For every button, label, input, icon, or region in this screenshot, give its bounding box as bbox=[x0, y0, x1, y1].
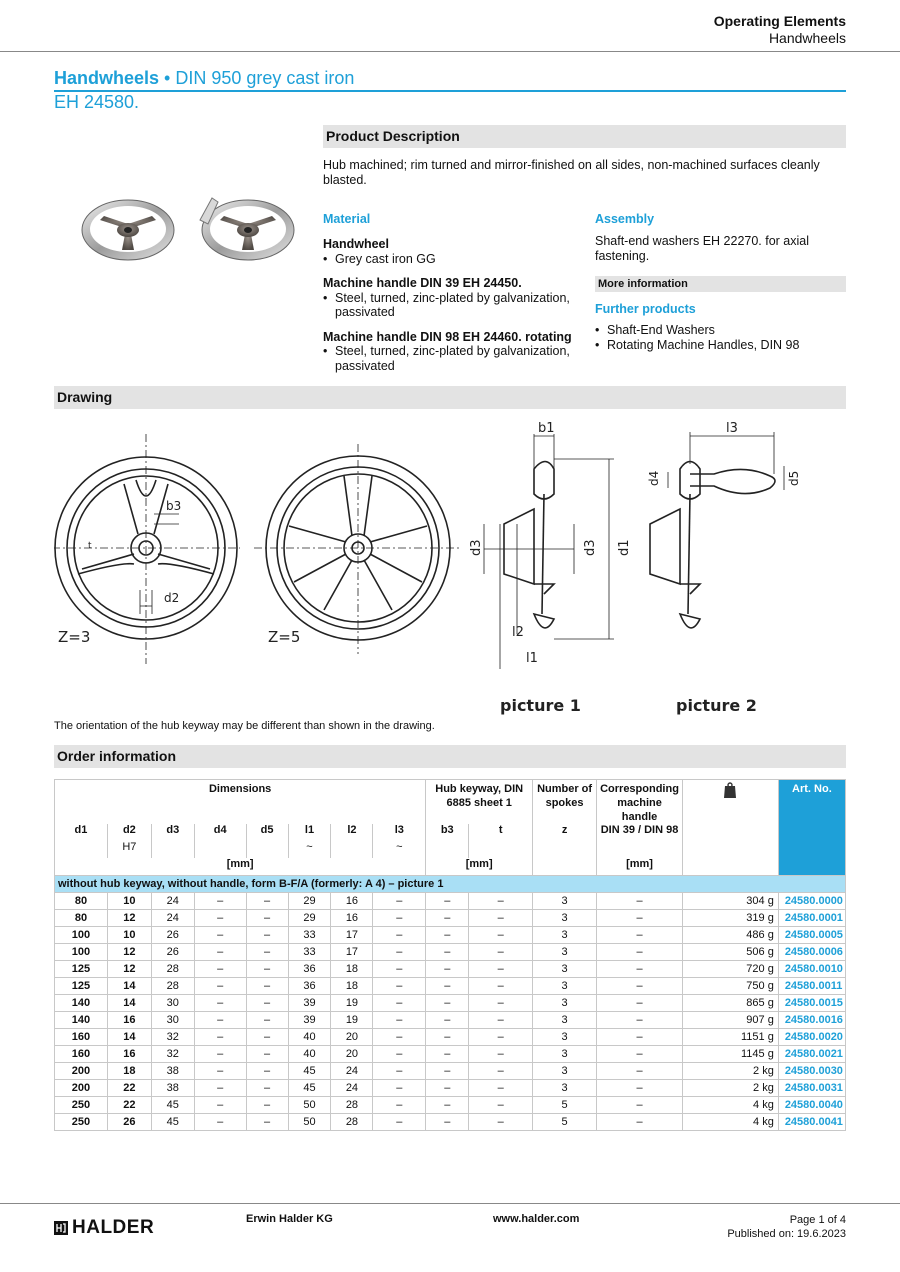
table-cell: – bbox=[194, 960, 246, 977]
art-no-link[interactable]: 24580.0015 bbox=[778, 994, 845, 1011]
table-cell: 38 bbox=[151, 1079, 194, 1096]
table-cell: 486 g bbox=[683, 926, 779, 943]
table-cell: – bbox=[597, 909, 683, 926]
table-cell: 29 bbox=[288, 909, 331, 926]
table-cell: 40 bbox=[288, 1045, 331, 1062]
label-t: t bbox=[88, 541, 92, 551]
label-picture1: picture 1 bbox=[500, 696, 581, 715]
col-l1: l1 bbox=[288, 824, 331, 841]
table-cell: 14 bbox=[107, 1028, 151, 1045]
table-cell: 26 bbox=[107, 1113, 151, 1130]
table-cell: – bbox=[373, 994, 426, 1011]
table-cell: 18 bbox=[331, 960, 373, 977]
col-l1-approx: ~ bbox=[288, 841, 331, 858]
table-cell: – bbox=[469, 909, 533, 926]
label-l2: l2 bbox=[512, 625, 524, 640]
title-separator: • bbox=[159, 68, 176, 88]
table-cell: 33 bbox=[288, 926, 331, 943]
art-no-link[interactable]: 24580.0005 bbox=[778, 926, 845, 943]
table-cell: – bbox=[469, 1096, 533, 1113]
table-cell: – bbox=[246, 909, 288, 926]
art-no-link[interactable]: 24580.0001 bbox=[778, 909, 845, 926]
table-cell: 45 bbox=[288, 1062, 331, 1079]
label-d3-right: d3 bbox=[583, 539, 598, 556]
table-cell: – bbox=[426, 892, 469, 909]
table-cell: – bbox=[194, 1062, 246, 1079]
table-cell: – bbox=[469, 977, 533, 994]
table-cell: 18 bbox=[331, 977, 373, 994]
col-d4: d4 bbox=[194, 824, 246, 841]
table-cell: 12 bbox=[107, 909, 151, 926]
art-no-link[interactable]: 24580.0020 bbox=[778, 1028, 845, 1045]
col-l3-approx: ~ bbox=[373, 841, 426, 858]
table-cell: – bbox=[194, 1079, 246, 1096]
group-row: without hub keyway, without handle, form B-F/A (formerly: A 4) – picture 1 bbox=[55, 875, 846, 892]
table-cell: – bbox=[597, 892, 683, 909]
table-cell: 1151 g bbox=[683, 1028, 779, 1045]
order-information-heading: Order information bbox=[54, 745, 846, 768]
table-row bbox=[55, 1096, 846, 1113]
table-cell: – bbox=[469, 1045, 533, 1062]
table-cell: 30 bbox=[151, 994, 194, 1011]
col-d5: d5 bbox=[246, 824, 288, 841]
table-cell: – bbox=[194, 909, 246, 926]
table-cell: 200 bbox=[55, 1062, 108, 1079]
table-cell: 3 bbox=[533, 1011, 597, 1028]
table-cell: – bbox=[426, 994, 469, 1011]
header-category: Operating Elements bbox=[713, 13, 846, 29]
material-group-title: Machine handle DIN 98 EH 24460. rotating bbox=[323, 329, 572, 344]
col-d2-tolerance: H7 bbox=[107, 841, 151, 858]
footer-divider bbox=[0, 1203, 900, 1204]
table-cell: – bbox=[469, 943, 533, 960]
table-cell: – bbox=[246, 1045, 288, 1062]
table-cell: – bbox=[246, 1113, 288, 1130]
table-cell: – bbox=[597, 1079, 683, 1096]
table-cell: – bbox=[373, 892, 426, 909]
col-weight bbox=[683, 780, 779, 876]
handwheel-photo-1 bbox=[82, 200, 174, 260]
col-machine-handle: Corresponding machine handle bbox=[597, 780, 683, 825]
table-cell: – bbox=[597, 1028, 683, 1045]
table-row bbox=[55, 994, 846, 1011]
table-cell: – bbox=[426, 977, 469, 994]
order-table bbox=[54, 779, 846, 1131]
table-cell: – bbox=[246, 994, 288, 1011]
product-description-text: Hub machined; rim turned and mirror-finished on all sides, non-machined surfaces cleanly blasted. bbox=[323, 158, 820, 187]
table-cell: – bbox=[426, 909, 469, 926]
table-cell: 32 bbox=[151, 1045, 194, 1062]
table-cell: 200 bbox=[55, 1079, 108, 1096]
label-l1: l1 bbox=[526, 651, 538, 666]
table-cell: 10 bbox=[107, 892, 151, 909]
table-cell: 160 bbox=[55, 1028, 108, 1045]
drawing-picture2-section bbox=[650, 432, 784, 628]
col-d1: d1 bbox=[55, 824, 108, 841]
table-cell: – bbox=[426, 1113, 469, 1130]
material-item: • Steel, turned, zinc-plated by galvanization, passivated bbox=[323, 344, 573, 373]
table-cell: 16 bbox=[107, 1045, 151, 1062]
table-cell: – bbox=[426, 1096, 469, 1113]
table-cell: 506 g bbox=[683, 943, 779, 960]
table-cell: 45 bbox=[288, 1079, 331, 1096]
table-row bbox=[55, 977, 846, 994]
table-cell: 24 bbox=[151, 892, 194, 909]
table-cell: – bbox=[194, 1045, 246, 1062]
table-cell: – bbox=[469, 926, 533, 943]
table-row bbox=[55, 1113, 846, 1130]
label-z5: Z=5 bbox=[268, 628, 301, 646]
table-cell: – bbox=[597, 1113, 683, 1130]
table-cell: 32 bbox=[151, 1028, 194, 1045]
table-cell: – bbox=[597, 977, 683, 994]
table-cell: – bbox=[373, 960, 426, 977]
table-cell: – bbox=[373, 943, 426, 960]
table-cell: 2 kg bbox=[683, 1079, 779, 1096]
table-cell: 39 bbox=[288, 994, 331, 1011]
col-group-dimensions: Dimensions bbox=[55, 780, 426, 825]
label-b3: b3 bbox=[166, 499, 182, 513]
table-cell: – bbox=[246, 1079, 288, 1096]
more-information-bar[interactable]: More information bbox=[595, 276, 846, 292]
table-cell: 16 bbox=[331, 892, 373, 909]
col-l2: l2 bbox=[331, 824, 373, 841]
table-cell: – bbox=[373, 1113, 426, 1130]
logo-text: HALDER bbox=[72, 1217, 155, 1238]
col-d3: d3 bbox=[151, 824, 194, 841]
table-cell: 720 g bbox=[683, 960, 779, 977]
table-row bbox=[55, 960, 846, 977]
table-cell: 12 bbox=[107, 960, 151, 977]
col-group-hub-keyway: Hub keyway, DIN 6885 sheet 1 bbox=[426, 780, 533, 825]
table-cell: – bbox=[373, 1045, 426, 1062]
table-cell: 12 bbox=[107, 943, 151, 960]
col-d2: d2 bbox=[107, 824, 151, 841]
table-cell: 80 bbox=[55, 892, 108, 909]
table-cell: 80 bbox=[55, 909, 108, 926]
drawing-heading: Drawing bbox=[54, 386, 846, 409]
table-cell: – bbox=[469, 1079, 533, 1096]
table-row bbox=[55, 926, 846, 943]
table-cell: – bbox=[597, 1096, 683, 1113]
table-row bbox=[55, 909, 846, 926]
art-no-link[interactable]: 24580.0011 bbox=[778, 977, 845, 994]
table-cell: 3 bbox=[533, 960, 597, 977]
table-cell: 304 g bbox=[683, 892, 779, 909]
table-cell: 30 bbox=[151, 1011, 194, 1028]
table-cell: – bbox=[194, 994, 246, 1011]
page-header bbox=[714, 13, 846, 47]
product-code: EH 24580. bbox=[54, 92, 140, 112]
art-no-link[interactable]: 24580.0030 bbox=[778, 1062, 845, 1079]
table-row bbox=[55, 892, 846, 909]
table-cell: 28 bbox=[331, 1113, 373, 1130]
table-cell: – bbox=[194, 926, 246, 943]
label-picture2: picture 2 bbox=[676, 696, 757, 715]
table-cell: 24 bbox=[151, 909, 194, 926]
table-cell: – bbox=[373, 1011, 426, 1028]
table-cell: 3 bbox=[533, 977, 597, 994]
label-d4: d4 bbox=[647, 470, 661, 486]
footer-published: Published on: 19.6.2023 bbox=[727, 1228, 846, 1240]
table-cell: – bbox=[426, 1079, 469, 1096]
art-no-link[interactable]: 24580.0016 bbox=[778, 1011, 845, 1028]
table-cell: 250 bbox=[55, 1096, 108, 1113]
header-subcategory: Handwheels bbox=[768, 30, 846, 46]
table-cell: – bbox=[426, 926, 469, 943]
table-row bbox=[55, 1045, 846, 1062]
table-cell: – bbox=[597, 1062, 683, 1079]
material-group-title: Handwheel bbox=[323, 237, 389, 251]
table-cell: – bbox=[597, 1011, 683, 1028]
table-cell: 4 kg bbox=[683, 1113, 779, 1130]
table-cell: – bbox=[426, 1045, 469, 1062]
art-no-link[interactable]: 24580.0006 bbox=[778, 943, 845, 960]
label-d5: d5 bbox=[787, 470, 801, 486]
table-cell: – bbox=[246, 1028, 288, 1045]
art-no-link[interactable]: 24580.0021 bbox=[778, 1045, 845, 1062]
footer-company: Erwin Halder KG bbox=[246, 1213, 333, 1225]
table-cell: 22 bbox=[107, 1079, 151, 1096]
table-cell: – bbox=[373, 977, 426, 994]
label-b1: b1 bbox=[538, 421, 555, 436]
table-cell: 20 bbox=[331, 1028, 373, 1045]
unit-keyway: [mm] bbox=[426, 858, 533, 875]
table-cell: 16 bbox=[107, 1011, 151, 1028]
further-product-link[interactable]: • Rotating Machine Handles, DIN 98 bbox=[595, 338, 845, 353]
table-cell: 18 bbox=[107, 1062, 151, 1079]
table-cell: 3 bbox=[533, 1045, 597, 1062]
table-cell: 24 bbox=[331, 1079, 373, 1096]
table-cell: – bbox=[469, 1113, 533, 1130]
handwheel-photo-2 bbox=[200, 198, 294, 260]
table-cell: – bbox=[246, 1062, 288, 1079]
product-description-heading: Product Description bbox=[323, 125, 846, 148]
table-cell: – bbox=[426, 960, 469, 977]
table-cell: – bbox=[469, 1028, 533, 1045]
table-cell: 3 bbox=[533, 943, 597, 960]
table-cell: – bbox=[246, 892, 288, 909]
table-cell: 3 bbox=[533, 1028, 597, 1045]
table-cell: 4 kg bbox=[683, 1096, 779, 1113]
header-divider bbox=[0, 51, 900, 52]
table-cell: 3 bbox=[533, 926, 597, 943]
further-product-link[interactable]: • Shaft-End Washers bbox=[595, 323, 845, 338]
table-cell: 45 bbox=[151, 1096, 194, 1113]
table-cell: – bbox=[426, 1011, 469, 1028]
table-cell: – bbox=[469, 960, 533, 977]
table-cell: 29 bbox=[288, 892, 331, 909]
material-heading: Material bbox=[323, 212, 371, 226]
table-cell: 140 bbox=[55, 1011, 108, 1028]
page-title bbox=[54, 67, 846, 92]
table-cell: 3 bbox=[533, 1062, 597, 1079]
table-row bbox=[55, 1028, 846, 1045]
table-cell: 50 bbox=[288, 1113, 331, 1130]
table-cell: 19 bbox=[331, 994, 373, 1011]
table-cell: – bbox=[597, 960, 683, 977]
table-cell: – bbox=[469, 892, 533, 909]
table-cell: 40 bbox=[288, 1028, 331, 1045]
table-cell: – bbox=[246, 977, 288, 994]
table-cell: 36 bbox=[288, 960, 331, 977]
halder-logo bbox=[54, 1217, 154, 1239]
table-cell: – bbox=[246, 943, 288, 960]
table-cell: – bbox=[373, 1062, 426, 1079]
table-cell: 1145 g bbox=[683, 1045, 779, 1062]
table-row bbox=[55, 1079, 846, 1096]
unit-handle: [mm] bbox=[597, 858, 683, 875]
further-products-list bbox=[595, 323, 845, 352]
table-cell: 907 g bbox=[683, 1011, 779, 1028]
table-cell: – bbox=[246, 960, 288, 977]
drawing-z5 bbox=[254, 444, 462, 654]
table-cell: – bbox=[426, 1028, 469, 1045]
footer-url[interactable]: www.halder.com bbox=[493, 1213, 580, 1225]
table-cell: – bbox=[469, 994, 533, 1011]
table-cell: 3 bbox=[533, 994, 597, 1011]
table-cell: – bbox=[373, 909, 426, 926]
title-rest: DIN 950 grey cast iron bbox=[175, 68, 355, 88]
technical-drawing bbox=[54, 414, 846, 719]
table-cell: 33 bbox=[288, 943, 331, 960]
table-cell: – bbox=[426, 1062, 469, 1079]
table-cell: 5 bbox=[533, 1113, 597, 1130]
table-cell: 3 bbox=[533, 1079, 597, 1096]
material-item: • Steel, turned, zinc-plated by galvanization, passivated bbox=[323, 291, 573, 320]
label-d2: d2 bbox=[164, 591, 180, 605]
product-photo bbox=[80, 190, 300, 270]
table-cell: 17 bbox=[331, 926, 373, 943]
table-cell: 3 bbox=[533, 892, 597, 909]
table-cell: – bbox=[373, 926, 426, 943]
art-no-link[interactable]: 24580.0040 bbox=[778, 1096, 845, 1113]
title-main: Handwheels bbox=[54, 68, 160, 88]
col-spokes: Number of spokes bbox=[533, 780, 597, 825]
art-no-link[interactable]: 24580.0010 bbox=[778, 960, 845, 977]
table-cell: 865 g bbox=[683, 994, 779, 1011]
table-row bbox=[55, 1011, 846, 1028]
assembly-heading: Assembly bbox=[595, 212, 655, 226]
table-cell: 319 g bbox=[683, 909, 779, 926]
table-cell: – bbox=[194, 1113, 246, 1130]
art-no-link[interactable]: 24580.0041 bbox=[778, 1113, 845, 1130]
label-z3: Z=3 bbox=[58, 628, 91, 646]
table-cell: 250 bbox=[55, 1113, 108, 1130]
table-cell: 38 bbox=[151, 1062, 194, 1079]
col-b3: b3 bbox=[426, 824, 469, 841]
table-cell: 10 bbox=[107, 926, 151, 943]
table-cell: 28 bbox=[331, 1096, 373, 1113]
table-cell: – bbox=[426, 943, 469, 960]
table-cell: 100 bbox=[55, 926, 108, 943]
further-products-heading: Further products bbox=[595, 302, 696, 316]
table-cell: – bbox=[194, 943, 246, 960]
table-cell: – bbox=[469, 1062, 533, 1079]
label-d1: d1 bbox=[617, 539, 632, 556]
table-cell: – bbox=[597, 994, 683, 1011]
table-cell: 5 bbox=[533, 1096, 597, 1113]
table-cell: 125 bbox=[55, 960, 108, 977]
table-cell: 2 kg bbox=[683, 1062, 779, 1079]
table-cell: – bbox=[373, 1028, 426, 1045]
col-din: DIN 39 / DIN 98 bbox=[597, 824, 683, 841]
table-cell: 28 bbox=[151, 960, 194, 977]
table-cell: – bbox=[246, 1011, 288, 1028]
table-cell: – bbox=[194, 1096, 246, 1113]
table-cell: – bbox=[194, 1028, 246, 1045]
table-cell: 140 bbox=[55, 994, 108, 1011]
material-block bbox=[323, 237, 573, 373]
table-cell: 19 bbox=[331, 1011, 373, 1028]
table-cell: 14 bbox=[107, 994, 151, 1011]
label-l3: l3 bbox=[726, 421, 738, 436]
table-cell: 22 bbox=[107, 1096, 151, 1113]
table-cell: – bbox=[373, 1079, 426, 1096]
col-t: t bbox=[469, 824, 533, 841]
material-group-title: Machine handle DIN 39 EH 24450. bbox=[323, 276, 522, 290]
table-cell: 26 bbox=[151, 926, 194, 943]
footer-page: Page 1 of 4 bbox=[789, 1214, 846, 1226]
material-item: • Grey cast iron GG bbox=[323, 252, 573, 267]
table-cell: – bbox=[597, 1045, 683, 1062]
table-cell: – bbox=[597, 943, 683, 960]
table-cell: 16 bbox=[331, 909, 373, 926]
table-cell: 3 bbox=[533, 909, 597, 926]
weight-icon bbox=[723, 782, 737, 798]
table-cell: – bbox=[194, 1011, 246, 1028]
table-cell: 50 bbox=[288, 1096, 331, 1113]
table-cell: 750 g bbox=[683, 977, 779, 994]
table-cell: – bbox=[194, 977, 246, 994]
table-cell: – bbox=[194, 892, 246, 909]
table-cell: 14 bbox=[107, 977, 151, 994]
table-cell: 26 bbox=[151, 943, 194, 960]
table-cell: 28 bbox=[151, 977, 194, 994]
table-cell: – bbox=[246, 1096, 288, 1113]
logo-mark-icon bbox=[54, 1221, 68, 1235]
table-cell: 39 bbox=[288, 1011, 331, 1028]
unit-dimensions: [mm] bbox=[55, 858, 426, 875]
col-z: z bbox=[533, 824, 597, 841]
table-cell: 160 bbox=[55, 1045, 108, 1062]
table-cell: – bbox=[469, 1011, 533, 1028]
table-cell: 125 bbox=[55, 977, 108, 994]
table-cell: 45 bbox=[151, 1113, 194, 1130]
footer-page-info bbox=[727, 1213, 846, 1241]
table-cell: – bbox=[373, 1096, 426, 1113]
assembly-text: Shaft-end washers EH 22270. for axial fastening. bbox=[595, 234, 810, 263]
table-row bbox=[55, 943, 846, 960]
table-cell: 24 bbox=[331, 1062, 373, 1079]
table-cell: – bbox=[597, 926, 683, 943]
table-cell: 20 bbox=[331, 1045, 373, 1062]
col-l3: l3 bbox=[373, 824, 426, 841]
table-cell: – bbox=[246, 926, 288, 943]
table-cell: 36 bbox=[288, 977, 331, 994]
art-no-link[interactable]: 24580.0000 bbox=[778, 892, 845, 909]
col-art-no: Art. No. bbox=[778, 780, 845, 876]
table-row bbox=[55, 1062, 846, 1079]
table-cell: 17 bbox=[331, 943, 373, 960]
drawing-note: The orientation of the hub keyway may be different than shown in the drawing. bbox=[54, 720, 435, 732]
art-no-link[interactable]: 24580.0031 bbox=[778, 1079, 845, 1096]
table-cell: 100 bbox=[55, 943, 108, 960]
label-d3-left: d3 bbox=[469, 539, 484, 556]
